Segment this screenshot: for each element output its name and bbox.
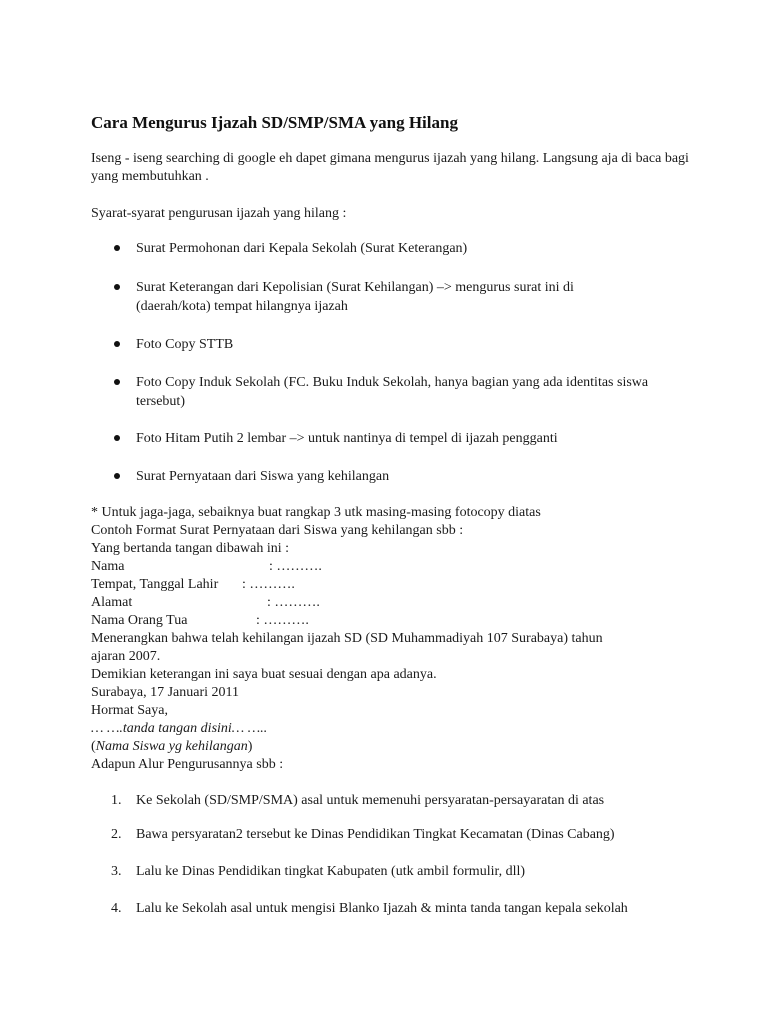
paren-open: ( [91,739,96,754]
list-item: Foto Hitam Putih 2 lembar –> untuk nantinya di tempel di ijazah pengganti [136,431,558,446]
field-label: Nama [91,559,125,574]
list-item: Surat Keterangan dari Kepolisian (Surat Kehilangan) –> mengurus surat ini di (daerah/kota) tempat hilangnya ijazah [136,280,574,314]
letter-field-alamat [91,594,391,612]
bullet-icon [114,245,120,251]
list-item: Foto Copy STTB [136,337,234,352]
bullet-icon [114,435,120,441]
field-label: Tempat, Tanggal Lahir [91,577,219,592]
list-item: Bawa persyaratan2 tersebut ke Dinas Pendidikan Tingkat Kecamatan (Dinas Cabang) [136,827,615,842]
letter-field-nama [91,558,391,576]
step-number: 2. [111,827,122,842]
bullet-icon [114,284,120,290]
bullet-icon [114,473,120,479]
letter-field-tempat-tanggal-lahir [91,576,391,594]
field-value: : ………. [267,595,320,610]
requirements-heading: Syarat-syarat pengurusan ijazah yang hilang : [91,206,347,221]
document-title: Cara Mengurus Ijazah SD/SMP/SMA yang Hilang [91,113,458,132]
letter-closing-statement: Demikian keterangan ini saya buat sesuai dengan apa adanya. [91,667,437,682]
signature-placeholder: … ….tanda tangan disini… ….. [91,721,268,736]
letter-regards: Hormat Saya, [91,703,168,718]
list-item: Ke Sekolah (SD/SMP/SMA) asal untuk memenuhi persyaratan-persayaratan di atas [136,793,605,808]
field-value: : ………. [269,559,322,574]
letter-opening: Yang bertanda tangan dibawah ini : [91,541,290,556]
field-value: : ………. [256,613,309,628]
field-label: Alamat [91,595,133,610]
letter-statement-cont: ajaran 2007. [91,649,161,664]
bullet-icon [114,341,120,347]
list-item: Lalu ke Sekolah asal untuk mengisi Blanko Ijazah & minta tanda tangan kepala sekolah [136,901,628,916]
letter-place-date: Surabaya, 17 Januari 2011 [91,685,239,700]
list-item: Lalu ke Dinas Pendidikan tingkat Kabupaten (utk ambil formulir, dll) [136,864,526,879]
field-label: Nama Orang Tua [91,613,188,628]
paren-close: ) [247,739,253,754]
name-placeholder [91,738,252,756]
letter-field-nama-orang-tua [91,612,391,630]
name-placeholder-text: Nama Siswa yg kehilangan [95,739,248,754]
note-text: * Untuk jaga-jaga, sebaiknya buat rangkap 3 utk masing-masing fotocopy diatas [91,505,541,520]
list-item: Foto Copy Induk Sekolah (FC. Buku Induk Sekolah, hanya bagian yang ada identitas siswa tersebut) [136,375,649,409]
field-value: : ………. [242,577,295,592]
letter-statement: Menerangkan bahwa telah kehilangan ijazah SD (SD Muhammadiyah 107 Surabaya) tahun [91,631,603,646]
format-heading: Contoh Format Surat Pernyataan dari Siswa yang kehilangan sbb : [91,523,464,538]
list-item: Surat Pernyataan dari Siswa yang kehilangan [136,469,390,484]
list-item: Surat Permohonan dari Kepala Sekolah (Surat Keterangan) [136,241,468,256]
step-number: 1. [111,793,122,808]
bullet-icon [114,379,120,385]
flow-heading: Adapun Alur Pengurusannya sbb : [91,757,284,772]
step-number: 4. [111,901,122,916]
intro-paragraph: Iseng - iseng searching di google eh dapet gimana mengurus ijazah yang hilang. Langsung aja di baca bagi yang membutuhkan . [91,151,689,184]
step-number: 3. [111,864,122,879]
